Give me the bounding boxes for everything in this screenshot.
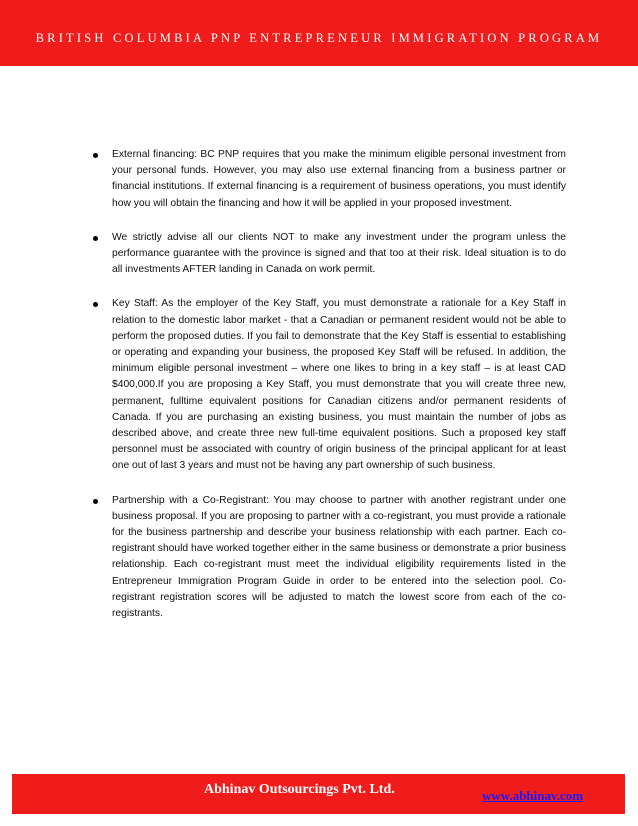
bullet-list xyxy=(90,147,566,622)
document-title: BRITISH COLUMBIA PNP ENTREPRENEUR IMMIGRATION PROGRAM xyxy=(35,31,603,45)
document-body xyxy=(90,147,566,640)
footer-company-name: Abhinav Outsourcings Pvt. Ltd. xyxy=(204,782,395,797)
bullet-icon xyxy=(93,236,98,241)
bullet-text: Partnership with a Co-Registrant: You may choose to partner with another registrant under one business proposal. If you are proposing to partner with a co-registrant, you must provide a rationale for the business partnership and describe your business relationship with each partner. Each co-registrant should have worked together either in the same business or demonstrate a prior business relationship. Each co-registrant must meet the individual eligibility requirements listed in the Entrepreneur Immigration Program Guide in order to be entered into the selection pool. Co-registrant registration scores will be adjusted to match the lowest score from each of the co-registrants. xyxy=(112,494,566,620)
bullet-external-financing xyxy=(90,147,566,212)
bullet-text: We strictly advise all our clients NOT to make any investment under the program unless the performance guarantee with the province is signed and that too at their risk. Ideal situation is to do all investments AFTER landing in Canada on work permit. xyxy=(112,231,566,276)
bullet-key-staff xyxy=(90,296,566,474)
bullet-icon xyxy=(93,302,98,307)
bullet-text: Key Staff: As the employer of the Key Staff, you must demonstrate a rationale for a Key Staff in relation to the domestic labor market - that a Canadian or permanent resident would not be able to perform the proposed duties. If you fail to demonstrate that the Key Staff is essential to establishing or operating and expanding your business, the proposed Key Staff will be refused. In addition, the minimum eligible personal investment – where one likes to bring in a key staff – is at least CAD $400,000.If you are proposing a Key Staff, you must demonstrate that you will create three new, permanent, fulltime equivalent positions for Canadian citizens and/or permanent residents of Canada. If you are purchasing an existing business, you must maintain the number of jobs as described above, and create three new full-time equivalent positions. Such a proposed key staff personnel must be associated with country of origin business of the principal applicant for at least one out of last 3 years and must not be having any part ownership of such business. xyxy=(112,298,566,472)
bullet-icon xyxy=(93,499,98,504)
bullet-text: External financing: BC PNP requires that you make the minimum eligible personal investment from your personal funds. However, you may also use external financing from a business partner or financial institutions. If external financing is a requirement of business operations, you must identify how you will obtain the financing and how it will be applied in your proposed investment. xyxy=(112,149,566,209)
footer-website-link[interactable]: www.abhinav.com xyxy=(482,788,584,803)
bullet-icon xyxy=(93,153,98,158)
header-band xyxy=(0,0,638,66)
bullet-co-registrant xyxy=(90,493,566,623)
footer-band xyxy=(12,774,625,814)
bullet-investment-advice xyxy=(90,230,566,279)
